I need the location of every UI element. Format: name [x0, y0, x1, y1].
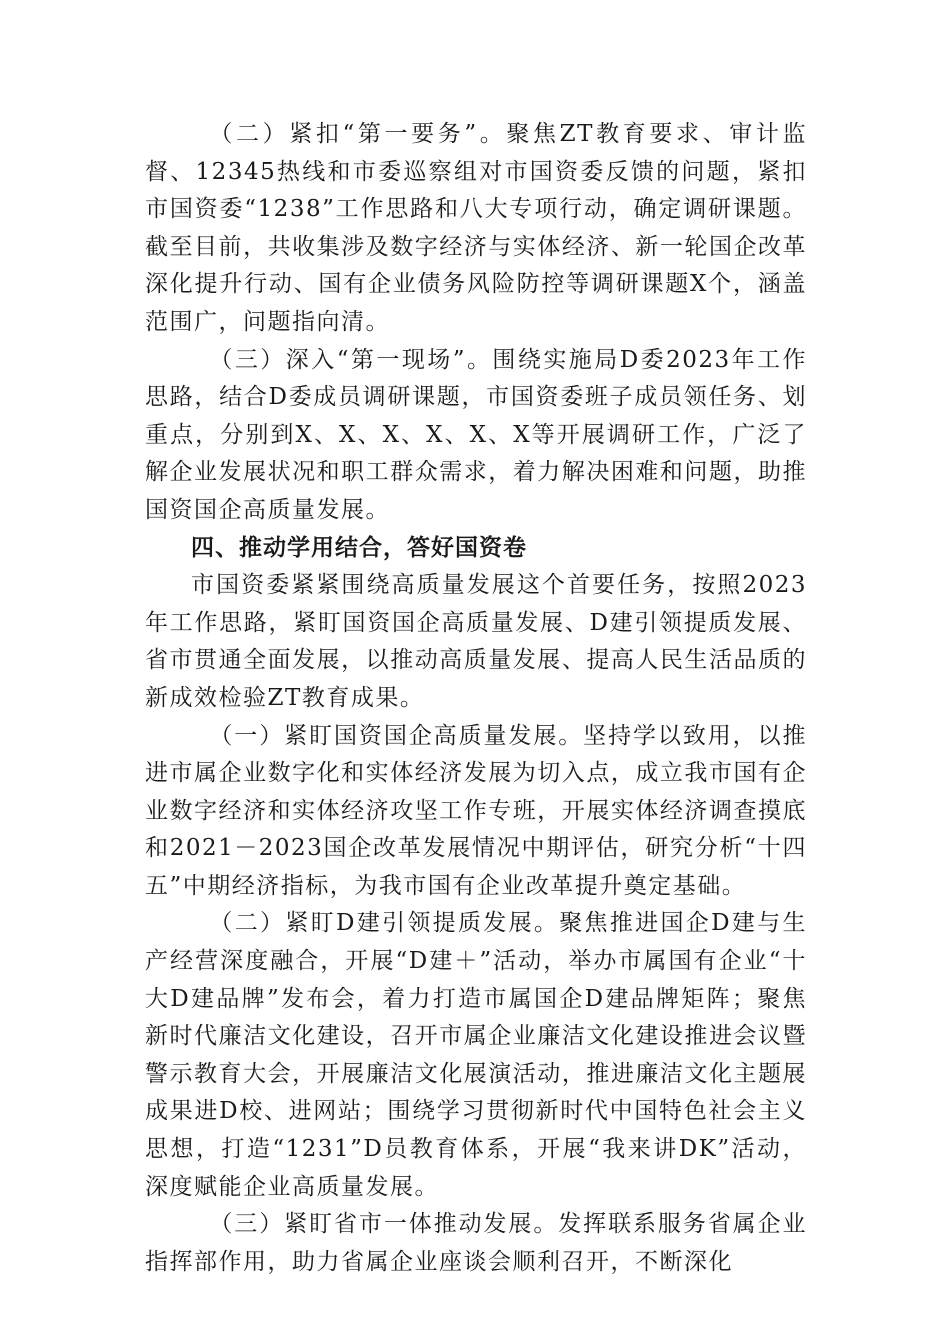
paragraph-work-topics: （二）紧扣“第一要务”。聚焦ZT教育要求、审计监督、12345热线和市委巡察组对市国资委反馈的问题，紧扣市国资委“1238”工作思路和八大专项行动，确定调研课题。截至目前，共收集涉及数字经济与实体经济、新一轮国企改革深化提升行动、国有企业债务风险防控等调研课题X个，涵盖范围广，问题指向清。	[145, 121, 807, 335]
paragraph-section-intro: 市国资委紧紧围绕高质量发展这个首要任务，按照2023年工作思路，紧盯国资国企高质量发展、D建引领提质发展、省市贯通全面发展，以推动高质量发展、提高人民生活品质的新成效检验ZT教育成果。	[145, 572, 807, 711]
section-heading-four: 四、推动学用结合，答好国资卷	[191, 534, 527, 561]
paragraph-province-city: （三）紧盯省市一体推动发展。发挥联系服务省属企业指挥部作用，助力省属企业座谈会顺利召开，不断深化	[145, 1211, 807, 1275]
paragraph-party-building: （二）紧盯D建引领提质发展。聚焦推进国企D建与生产经营深度融合，开展“D建＋”活动，举办市属国有企业“十大D建品牌”发布会，着力打造市属国企D建品牌矩阵；聚焦新时代廉洁文化建设，召开市属企业廉洁文化建设推进会议暨警示教育大会，开展廉洁文化展演活动，推进廉洁文化主题展成果进D校、进网站；围绕学习贯彻新时代中国特色社会主义思想，打造“1231”D员教育体系，开展“我来讲DK”活动，深度赋能企业高质量发展。	[145, 910, 807, 1200]
paragraph-field-research: （三）深入“第一现场”。围绕实施局D委2023年工作思路，结合D委成员调研课题，市国资委班子成员领任务、划重点，分别到X、X、X、X、X、X等开展调研工作，广泛了解企业发展状况和职工群众需求，着力解决困难和问题，助推国资国企高质量发展。	[145, 346, 807, 523]
document-page	[145, 116, 807, 1281]
paragraph-soe-development: （一）紧盯国资国企高质量发展。坚持学以致用，以推进市属企业数字化和实体经济发展为切入点，成立我市国有企业数字经济和实体经济攻坚工作专班，开展实体经济调查摸底和2021－2023国企改革发展情况中期评估，研究分析“十四五”中期经济指标，为我市国有企业改革提升奠定基础。	[145, 722, 807, 899]
